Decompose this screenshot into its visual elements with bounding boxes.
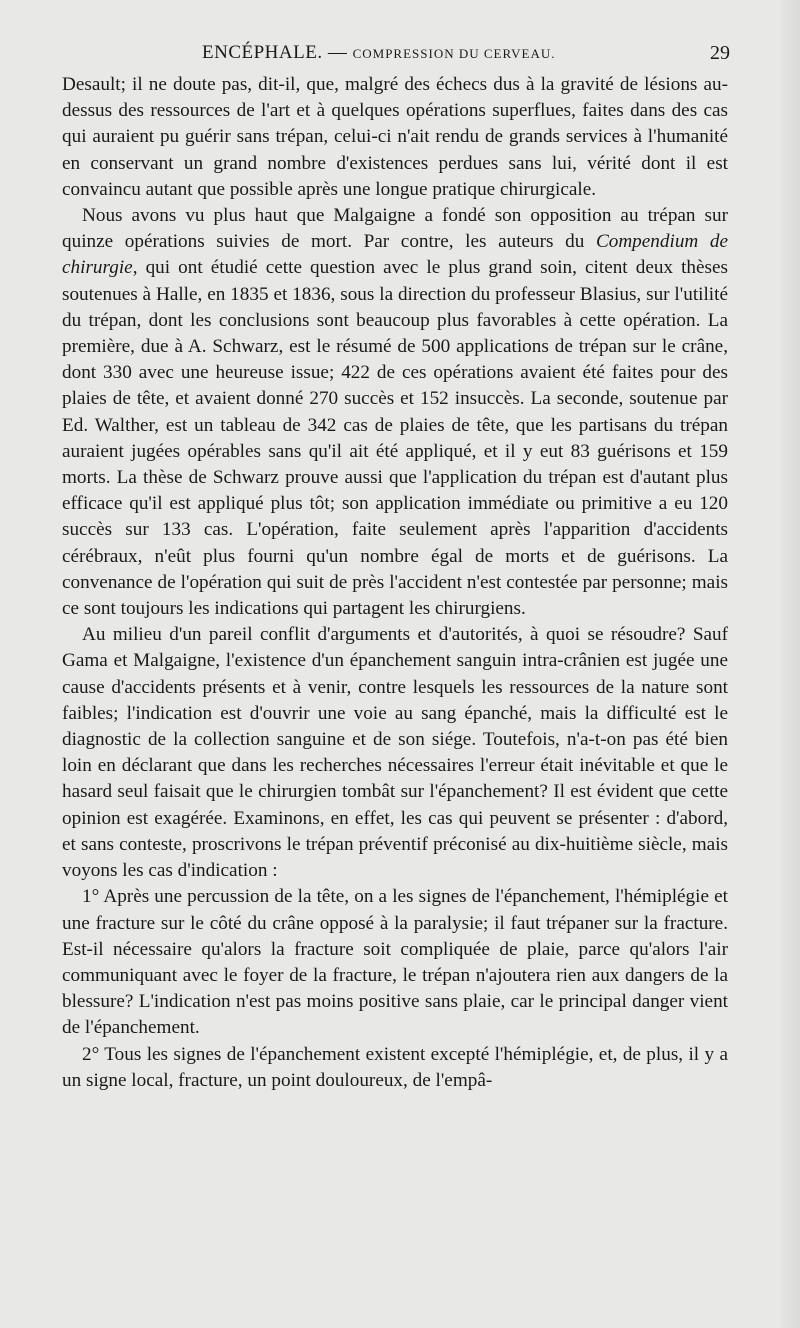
paragraph-4: 1° Après une percussion de la tête, on a les signes de l'épanchement, l'hémiplégie et une fracture sur le côté du crâne opposé à la paralysie; il faut trépaner sur la fracture. Est-il nécessaire qu'alors la fracture soit compliquée de plaie, parce qu'alors l'air communiquant avec le foyer de la fracture, le trépan n'ajoutera rien aux dangers de la blessure? L'indication n'est pas moins positive sans plaie, car le principal danger vient de l'épanchement. xyxy=(62,886,728,1039)
header-title xyxy=(202,42,555,64)
body-text xyxy=(62,72,728,1094)
page-number: 29 xyxy=(710,42,730,64)
paragraph-3: Au milieu d'un pareil conflit d'arguments et d'autorités, à quoi se résoudre? Sauf Gama et Malgaigne, l'existence d'un épanchement sanguin intra-crânien est jugée une cause d'accidents présents et à venir, contre lesquels les ressources de la nature sont faibles; l'indication est d'ouvrir une voie au sang épanché, mais la difficulté est le diagnostic de la collection sanguine et de son siége. Toutefois, n'a-t-on pas été bien loin en déclarant que dans les recherches nécessaires l'erreur était inévitable et que le hasard seul faisait que le chirurgien tombât sur l'épanchement? Il est évident que cette opinion est exagérée. Examinons, en effet, les cas qui peuvent se présenter : d'abord, et sans conteste, proscrivons le trépan préventif préconisé au dix-huitième siècle, mais voyons les cas d'indication : xyxy=(62,624,728,882)
running-header xyxy=(62,42,730,70)
header-title-sub: COMPRESSION DU CERVEAU. xyxy=(352,46,556,61)
paragraph-2-before: Nous avons vu plus haut que Malgaigne a fondé son opposition au trépan sur quinze opérations suivies de mort. Par contre, les auteurs du xyxy=(62,205,728,253)
paragraph-5: 2° Tous les signes de l'épanchement existent excepté l'hémiplégie, et, de plus, il y a un signe local, fracture, un point douloureux, de l'empâ- xyxy=(62,1043,728,1091)
paragraph-2 xyxy=(62,203,728,622)
paragraph-2-italic-title: Compendium de chirurgie xyxy=(62,231,728,279)
paragraph-1: Desault; il ne doute pas, dit-il, que, malgré des échecs dus à la gravité de lésions au-dessus des ressources de l'art et à quelques opérations superflues, faites dans des cas qui auraient pu guérir sans trépan, celui-ci n'ait rendu de grands services à l'humanité en conservant un grand nombre d'existences perdues sans lui, vérité dont il est convaincu autant que possible après une longue pratique chirurgicale. xyxy=(62,74,728,200)
header-title-main: ENCÉPHALE. xyxy=(202,42,323,63)
paragraph-2-after: , qui ont étudié cette question avec le plus grand soin, citent deux thèses soutenues à Halle, en 1835 et 1836, sous la direction du professeur Blasius, sur l'utilité du trépan, dont les conclusions sont beaucoup plus favorables à cette opération. La première, due à A. Schwarz, est le résumé de 500 applications de trépan sur le crâne, dont 330 avec une heureuse issue; 422 de ces opérations avaient été faites pour des plaies de tête, et avaient donné 270 succès et 152 insuccès. La seconde, soutenue par Ed. Walther, est un tableau de 342 cas de plaies de tête, que les partisans du trépan auraient jugées opérables sans qu'il ait été appliqué, et il y eut 83 guérisons et 159 morts. La thèse de Schwarz prouve aussi que l'application du trépan est d'autant plus efficace qu'il est appliqué plus tôt; son application immédiate ou primitive a eu 120 succès sur 133 cas. L'opération, faite seulement après l'apparition d'accidents cérébraux, n'eût plus fourni qu'un nombre égal de morts et de guérisons. La convenance de l'opération qui suit de près l'accident n'est contestée par personne; mais ce sont toujours les indications qui partagent les chirurgiens. xyxy=(62,257,728,620)
page-edge-shadow xyxy=(780,0,800,1328)
header-dash: — xyxy=(322,42,353,63)
